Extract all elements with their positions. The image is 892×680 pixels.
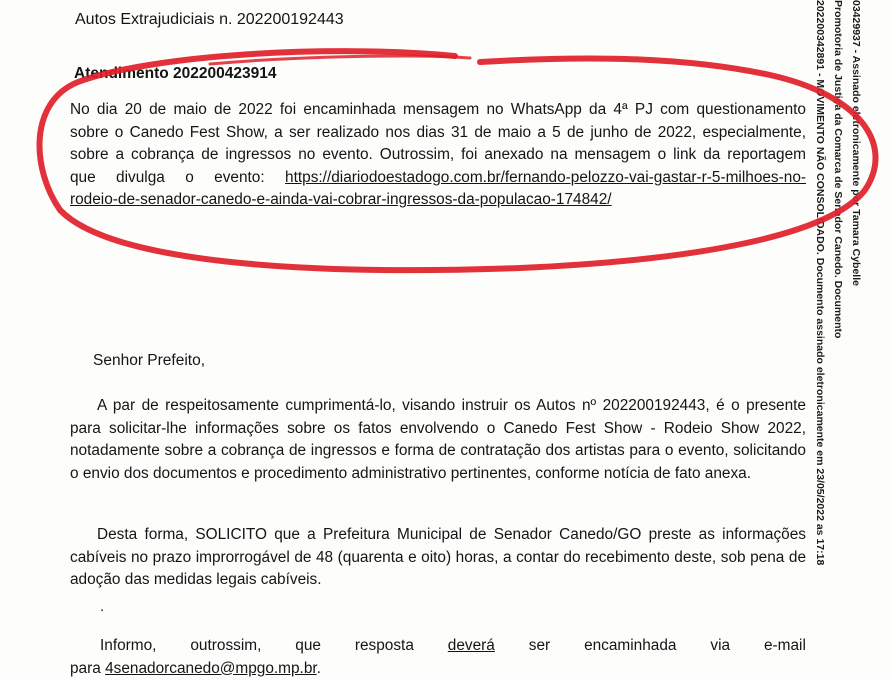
autos-number: Autos Extrajudiciais n. 202200192443: [75, 11, 344, 28]
atendimento-line: sobre a cobrança de ingressos no evento. Outrossim, foi anexado na mensagem o link da reportagem: [70, 146, 806, 164]
word: Informo,: [100, 637, 157, 654]
atendimento-line: No dia 20 de maio de 2022 foi encaminhada mensagem no WhatsApp da 4ª PJ com questionamento: [70, 101, 806, 118]
line-prefix: que divulga o evento:: [70, 168, 286, 186]
side-stamp-line: 202200342891 - MOVIMENTO NÃO CONSOLIDADO. Documento assinado eletronicamente em 23/05/2022 as 17:18: [814, 0, 826, 566]
word-underlined: deverá: [447, 637, 495, 654]
email-link[interactable]: 4senadorcanedo@mpgo.mp.br: [105, 659, 317, 677]
paragraph-text: A par de respeitosamente cumprimentá-lo, visando instruir os Autos nº 202200192443, é o presente para solicitar-lhe informações sobre os fatos envolvendo o Canedo Fest Show - Rodeio Show 2022, notadamente sobre a cobrança de ingressos e forma de contratação dos artistas para o evento, solicitando o envio dos documentos e procedimento administrativo pertinentes, conforme notícia de fato anexa.: [70, 397, 806, 482]
paragraph-informo: [70, 635, 806, 680]
word: que: [295, 637, 321, 654]
side-stamp-line: 03429937 - Assinado eletronicamente por Tamara Cybelle: [850, 0, 862, 286]
atendimento-line: [70, 167, 806, 190]
paragraph-text: Desta forma, SOLICITO que a Prefeitura Municipal de Senador Canedo/GO preste as informações cabíveis no prazo improrrogável de 48 (quarenta e oito) horas, a contar do recebimento deste, sob pena de adoção das medidas legais cabíveis.: [70, 526, 806, 589]
informo-second-line: para 4senadorcanedo@mpgo.mp.br.: [70, 659, 321, 677]
informo-first-line: [70, 635, 806, 658]
word: resposta: [354, 637, 414, 654]
word: ser: [528, 637, 551, 654]
report-link-continued[interactable]: rodeio-de-senador-canedo-e-ainda-vai-cobrar-ingressos-da-populacao-174842/: [70, 191, 612, 209]
atendimento-title: Atendimento 202200423914: [74, 65, 277, 82]
atendimento-line: sobre o Canedo Fest Show, a ser realizado nos dias 31 de maio a 5 de junho de 2022, especialmente,: [70, 123, 806, 141]
atendimento-line: [70, 189, 806, 212]
word: encaminhada: [584, 637, 677, 654]
word: e-mail: [763, 637, 806, 654]
atendimento-text: [70, 99, 806, 212]
word: outrossim,: [190, 637, 262, 654]
word: via: [710, 637, 731, 654]
salutation: Senhor Prefeito,: [93, 352, 206, 369]
paragraph-request: [70, 395, 806, 485]
stray-dot: .: [100, 598, 105, 615]
report-link[interactable]: https://diariodoestadogo.com.br/fernando-pelozzo-vai-gastar-r-5-milhoes-no-: [285, 168, 806, 186]
side-stamp-line: Promotoria de Justiça da Comarca de Senador Canedo. Documento: [832, 0, 844, 339]
paragraph-solicito: [70, 524, 806, 592]
side-stamp: [812, 0, 892, 680]
